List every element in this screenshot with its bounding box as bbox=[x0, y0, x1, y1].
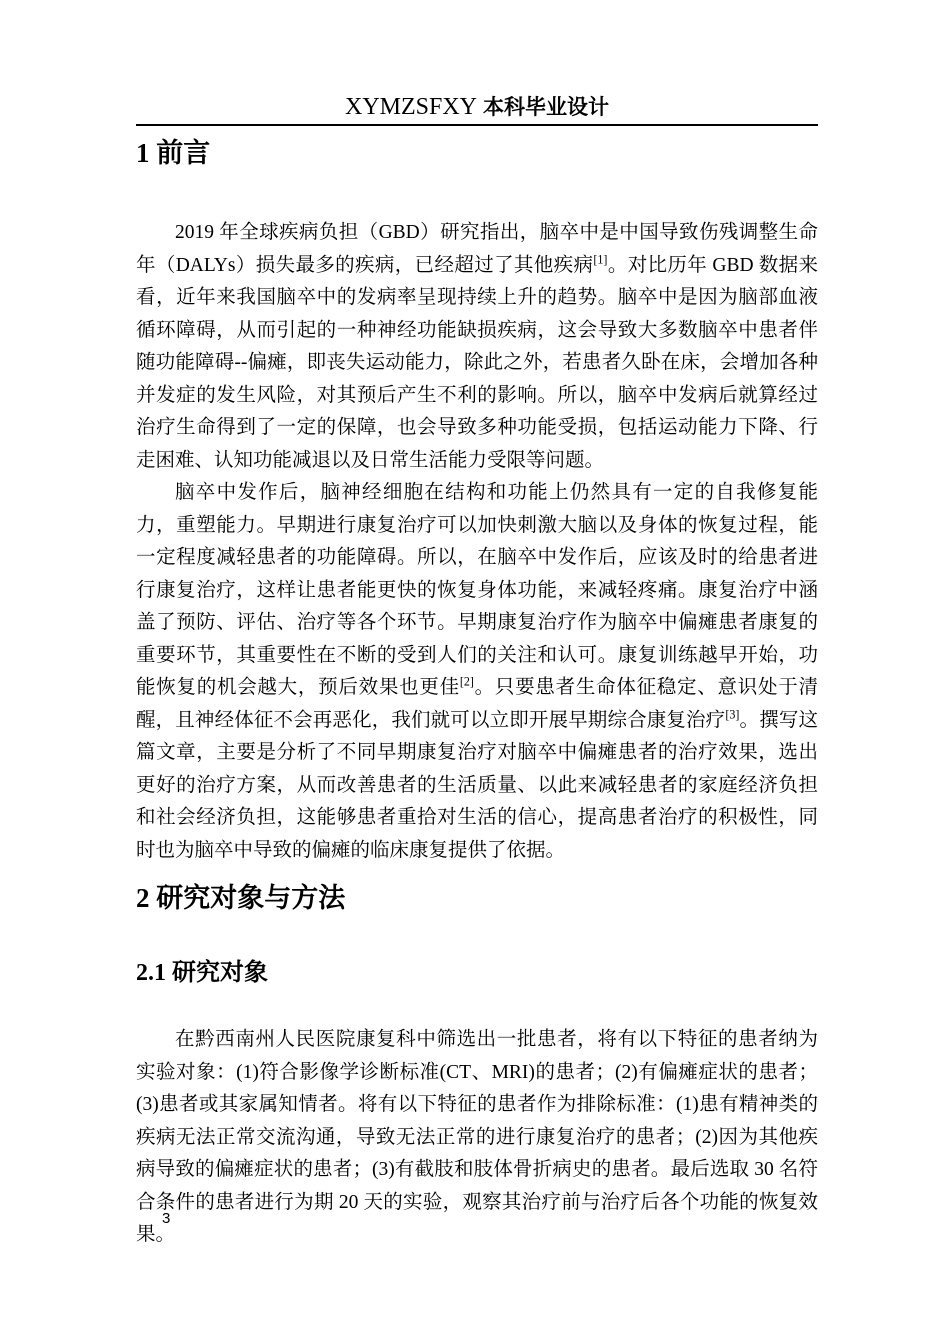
section-2-heading: 2 研究对象与方法 bbox=[136, 883, 346, 913]
document-body bbox=[136, 136, 818, 1252]
paragraph-intro-1: 2019 年全球疾病负担（GBD）研究指出，脑卒中是中国导致伤残调整生命年（DALYs）损失最多的疾病，已经超过了其他疾病[1]。对比历年 GBD 数据来看，近年来我国脑卒中的发病率呈现持续上升的趋势。脑卒中是因为脑部血液循环障碍，从而引起的一种神经功能缺损疾病，这会导致大多数脑卒中患者伴随功能障碍--偏瘫，即丧失运动能力，除此之外，若患者久卧在床，会增加各种并发症的发生风险，对其预后产生不利的影响。所以，脑卒中发病后就算经过治疗生命得到了一定的保障，也会导致多种功能受损，包括运动能力下降、行走困难、认知功能减退以及日常生活能力受限等问题。 bbox=[136, 222, 818, 471]
citation-marker: [3] bbox=[725, 707, 740, 721]
header-school-code: XYMZSFXY bbox=[344, 94, 478, 120]
section-1-heading: 1 前言 bbox=[136, 138, 211, 168]
header-title: 本科毕业设计 bbox=[483, 95, 610, 119]
citation-marker: [2] bbox=[459, 674, 474, 689]
paragraph-intro-2: 脑卒中发作后，脑神经细胞在结构和功能上仍然具有一定的自我修复能力，重塑能力。早期进行康复治疗可以加快刺激大脑以及身体的恢复过程，能一定程度减轻患者的功能障碍。所以，在脑卒中发作后，应该及时的给患者进行康复治疗，这样让患者能更快的恢复身体功能，来减轻疼痛。康复治疗中涵盖了预防、评估、治疗等各个环节。早期康复治疗作为脑卒中偏瘫患者康复的重要环节，其重要性在不断的受到人们的关注和认可。康复训练越早开始，功能恢复的机会越大，预后效果也更佳[2]。只要患者生命体征稳定、意识处于清醒，且神经体征不会再恶化，我们就可以立即开展早期综合康复治疗[3]。撰写这篇文章，主要是分析了不同早期康复治疗对脑卒中偏瘫患者的治疗效果，选出更好的治疗方案，从而改善患者的生活质量、以此来减轻患者的家庭经济负担和社会经济负担，这能够患者重拾对生活的信心，提高患者治疗的积极性，同时也为脑卒中导致的偏瘫的临床康复提供了依据。 bbox=[136, 482, 818, 861]
page-header bbox=[136, 0, 818, 121]
citation-marker: [1] bbox=[593, 252, 608, 266]
section-2-1-heading: 2.1 研究对象 bbox=[136, 960, 268, 986]
page-number: 3 bbox=[162, 1210, 171, 1227]
paragraph-subjects: 在黔西南州人民医院康复科中筛选出一批患者，将有以下特征的患者纳为实验对象：(1)符合影像学诊断标准(CT、MRI)的患者；(2)有偏瘫症状的患者；(3)患者或其家属知情者。将有以下特征的患者作为排除标准：(1)患有精神类的疾病无法正常交流沟通，导致无法正常的进行康复治疗的患者；(2)因为其他疾病导致的偏瘫症状的患者；(3)有截肢和肢体骨折病史的患者。最后选取 30 名符合条件的患者进行为期 20 天的实验，观察其治疗前与治疗后各个功能的恢复效果。 bbox=[136, 1029, 818, 1245]
header-rule bbox=[136, 124, 818, 126]
